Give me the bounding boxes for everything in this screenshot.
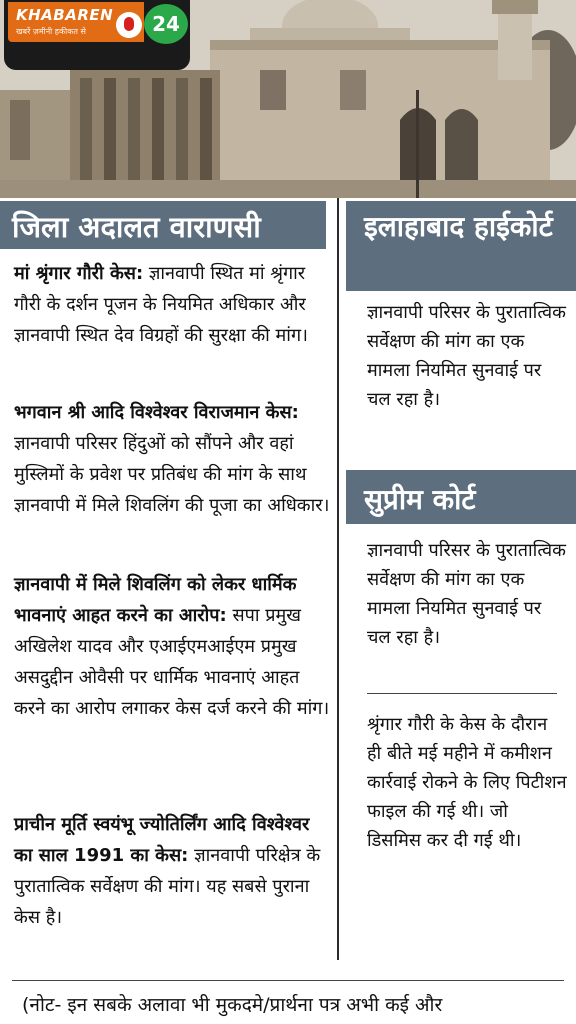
high-court-header: इलाहाबाद हाईकोर्ट (346, 201, 576, 291)
case-paragraph (14, 569, 330, 724)
petition-note-text: श्रृंगार गौरी के केस के दौरान ही बीते मई महीने में कमीशन कार्रवाई रोकने के लिए पिटीशन फाइल की गई थी। जो डिसमिस कर दी गई थी। (367, 714, 567, 851)
brand-logo (4, 0, 190, 70)
district-court-header: जिला अदालत वाराणसी (0, 201, 326, 249)
logo-number: 24 (144, 4, 188, 44)
case-body: सपा प्रमुख अखिलेश यादव और एआईएमआईएम प्रमुख असदुद्दीन ओवैसी पर धार्मिक भावनाएं आहत करने का आरोप लगाकर केस दर्ज करने की मांग। (14, 605, 330, 719)
supreme-court-header: सुप्रीम कोर्ट (346, 470, 576, 524)
case-title: प्राचीन मूर्ति स्वयंभू ज्योतिर्लिंग आदि विश्वेश्वर का साल 1991 का केस: (14, 814, 310, 866)
case-title: ज्ञानवापी में मिले शिवलिंग को लेकर धार्मिक भावनाएं आहत करने का आरोप: (14, 574, 297, 626)
case-title: मां श्रृंगार गौरी केस: (14, 263, 144, 284)
case-body: ज्ञानवापी स्थित मां श्रृंगार गौरी के दर्शन पूजन के नियमित अधिकार और ज्ञानवापी स्थित देव विग्रहों की सुरक्षा की मांग। (14, 263, 308, 346)
header-photo (0, 0, 576, 198)
column-divider (337, 198, 339, 960)
case-title: भगवान श्री आदि विश्वेश्वर विराजमान केस: (14, 402, 299, 423)
case-body: ज्ञानवापी परिसर हिंदुओं को सौंपने और वहां मुस्लिमों के प्रवेश पर प्रतिबंध की मांग के साथ ज्ञानवापी में मिले शिवलिंग की पूजा का अधिकार। (14, 433, 330, 516)
logo-tagline: खबरें ज़मीनी हकीकत से (16, 27, 86, 36)
microphone-icon (116, 12, 142, 38)
logo-name: KHABAREN (16, 6, 114, 24)
section-divider (367, 693, 557, 694)
supreme-court-text: ज्ञानवापी परिसर के पुरातात्विक सर्वेक्षण की मांग का एक मामला नियमित सुनवाई पर चल रहा है। (367, 540, 566, 648)
case-body: ज्ञानवापी परिक्षेत्र के पुरातात्विक सर्वेक्षण की मांग। यह सबसे पुराना केस है। (14, 845, 321, 928)
case-paragraph (14, 397, 330, 521)
footer-divider (12, 980, 564, 981)
case-paragraph (14, 258, 330, 351)
case-paragraph (14, 809, 330, 933)
high-court-text: ज्ञानवापी परिसर के पुरातात्विक सर्वेक्षण की मांग का एक मामला नियमित सुनवाई पर चल रहा है। (367, 302, 566, 410)
footer-note: (नोट- इन सबके अलावा भी मुकदमे/प्रार्थना पत्र अभी कई और (22, 994, 443, 1016)
